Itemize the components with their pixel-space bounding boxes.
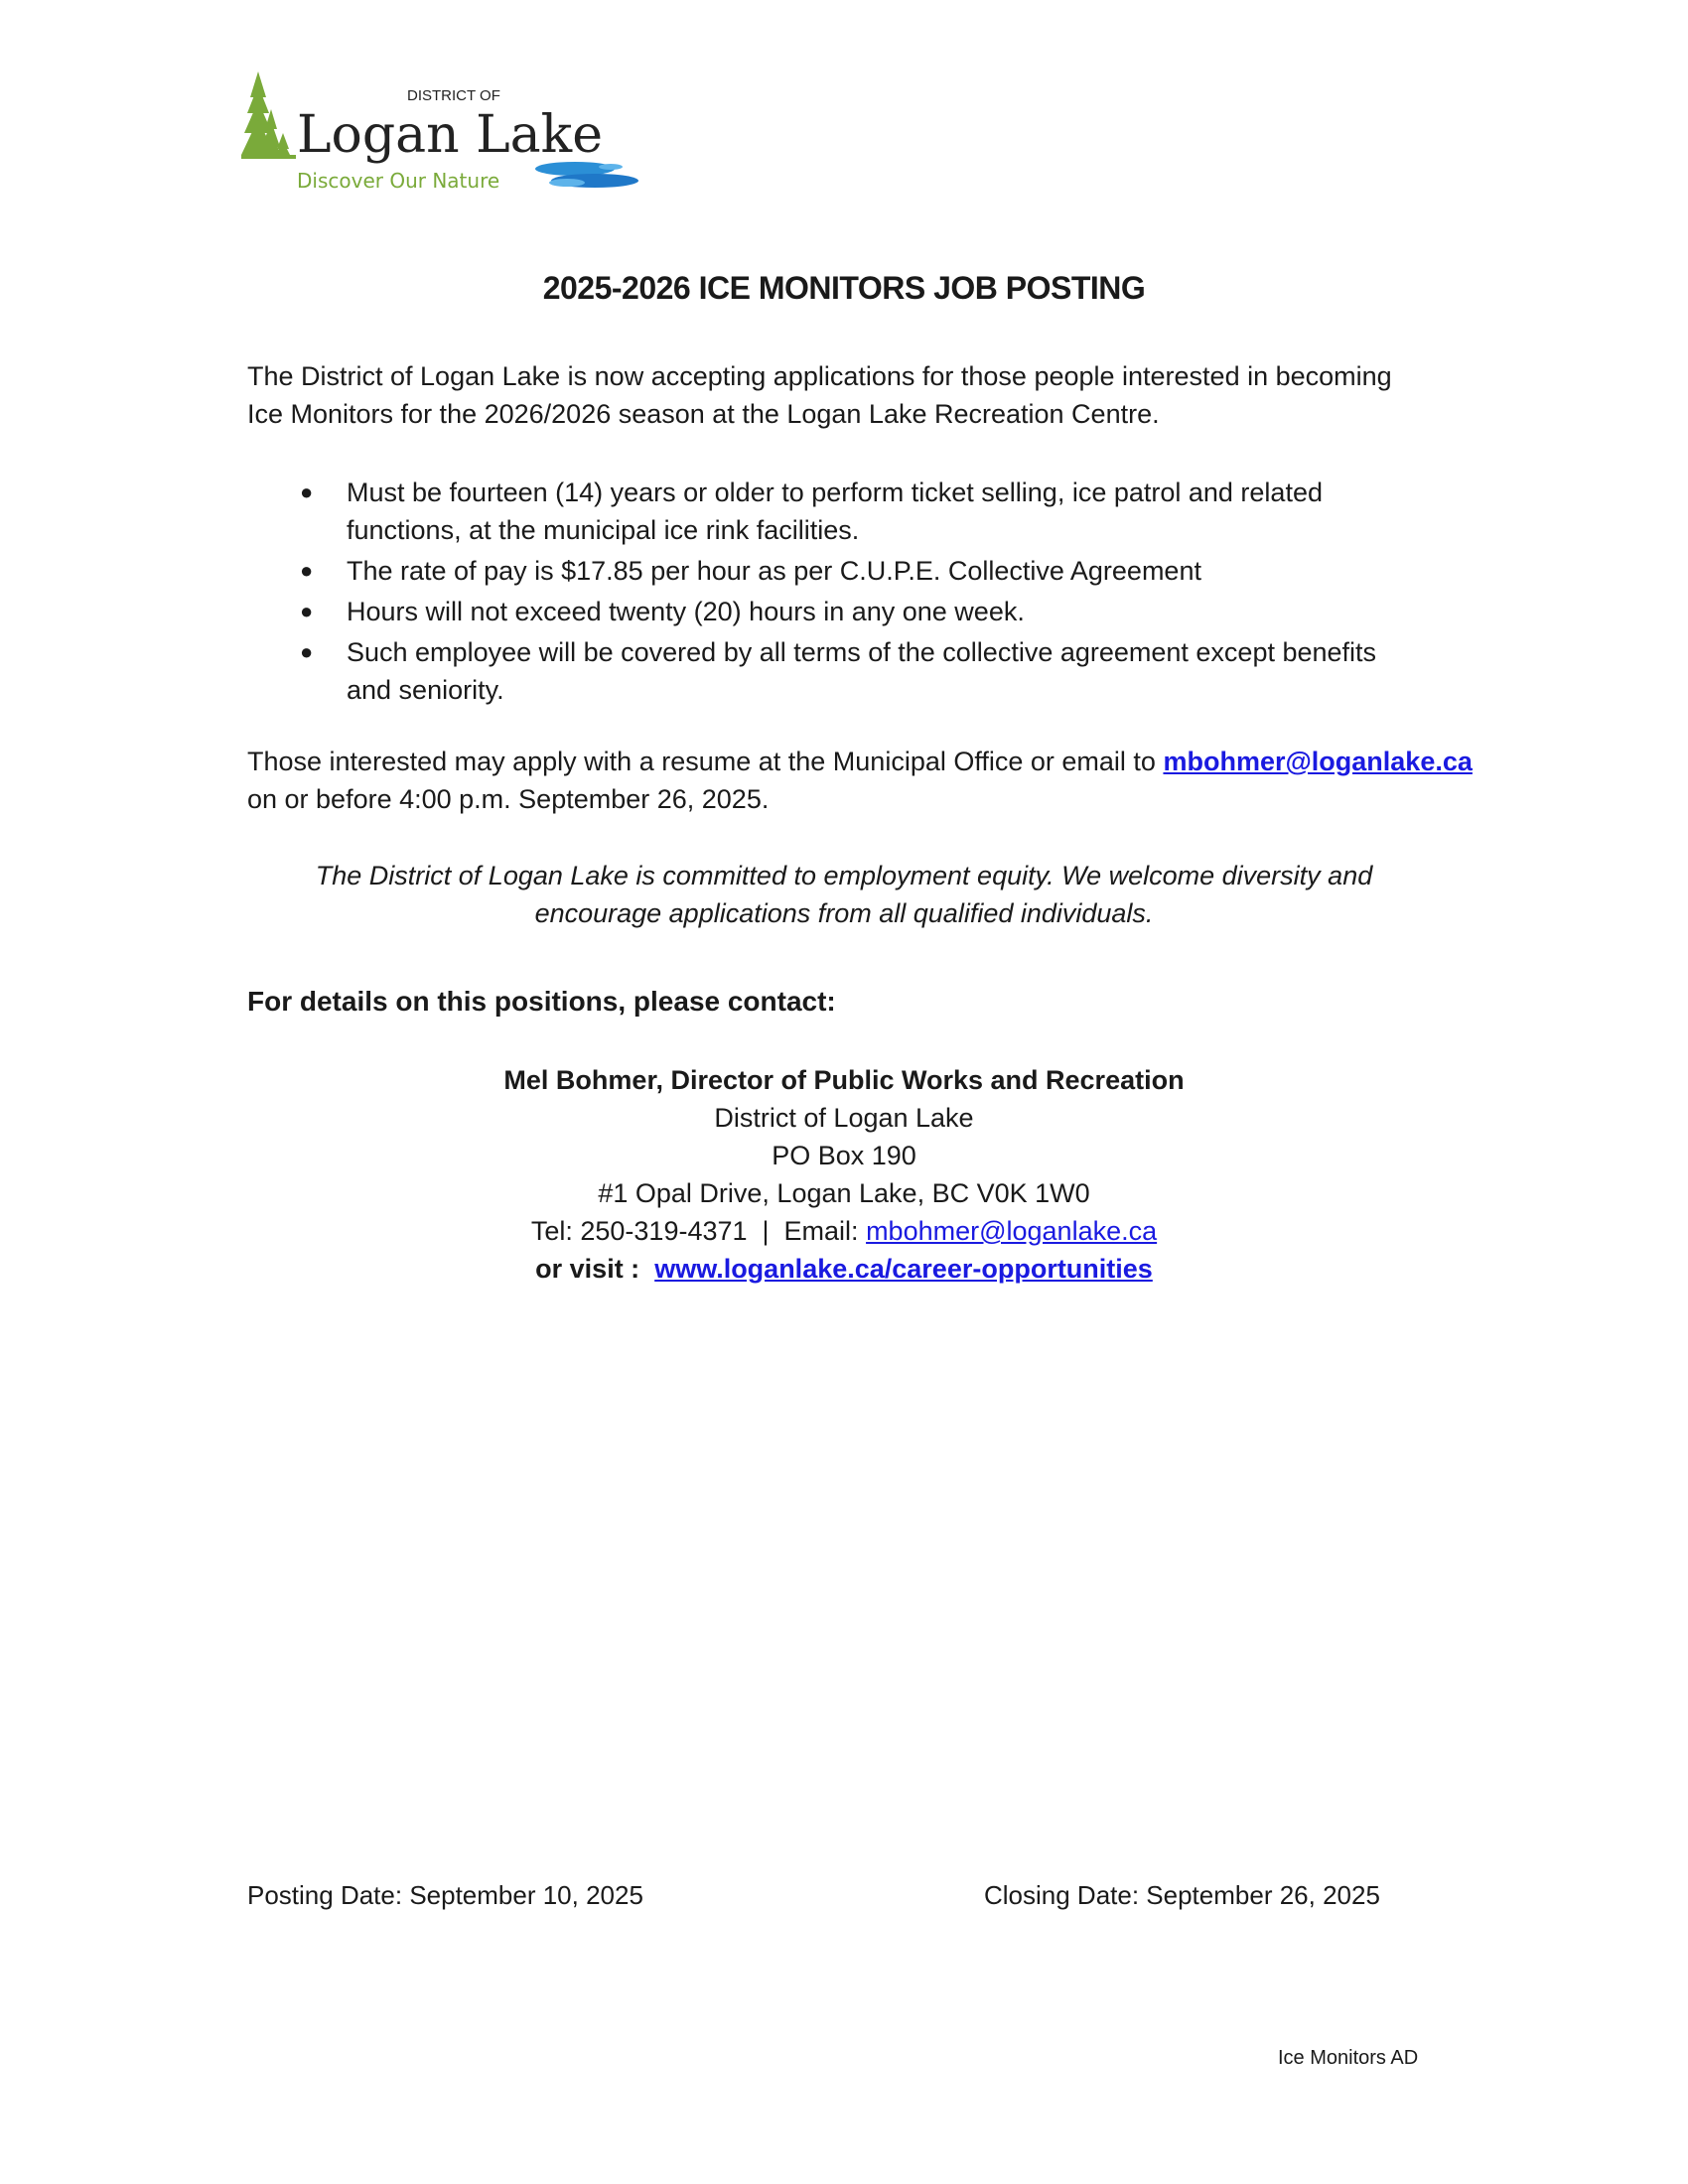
list-item-text: Such employee will be covered by all terms of the collective agreement except benefits [347, 637, 1377, 667]
posting-date: Posting Date: September 10, 2025 [247, 1880, 643, 1910]
contact-tel: Tel: 250-319-4371 | Email: [530, 1216, 867, 1246]
equity-statement [0, 857, 1688, 932]
contact-block [0, 1061, 1688, 1288]
contact-po-box: PO Box 190 [772, 1141, 916, 1170]
visit-label: or visit : [535, 1254, 655, 1284]
logo-name: Logan Lake [297, 105, 603, 165]
contact-org: District of Logan Lake [714, 1103, 974, 1133]
bullet-icon: ● [300, 479, 314, 504]
details-heading: For details on this positions, please contact: [247, 986, 836, 1017]
lake-icon [535, 162, 638, 188]
logo-tagline: Discover Our Nature [297, 169, 500, 193]
district-logo [241, 68, 638, 197]
list-item [247, 474, 1439, 549]
apply-text: Those interested may apply with a resume at the Municipal Office or email to [247, 747, 1156, 776]
apply-deadline: on or before 4:00 p.m. September 26, 2025. [247, 784, 770, 814]
apply-email-link[interactable]: mbohmer@loganlake.ca [1163, 747, 1473, 776]
closing-date: Closing Date: September 26, 2025 [984, 1880, 1380, 1910]
list-item-text: functions, at the municipal ice rink facilities. [347, 515, 860, 545]
list-item [247, 593, 1439, 630]
intro-line: Ice Monitors for the 2026/2026 season at the Logan Lake Recreation Centre. [247, 399, 1160, 429]
requirements-list [247, 474, 1439, 712]
page-title: 2025-2026 ICE MONITORS JOB POSTING [542, 270, 1146, 306]
list-item-text: and seniority. [347, 675, 504, 705]
contact-name: Mel Bohmer, Director of Public Works and Recreation [503, 1065, 1185, 1095]
contact-email-link[interactable]: mbohmer@loganlake.ca [866, 1216, 1158, 1246]
bullet-icon: ● [300, 558, 314, 583]
apply-paragraph [247, 743, 1478, 818]
bullet-icon: ● [300, 639, 314, 664]
equity-line: encourage applications from all qualified individuals. [534, 898, 1154, 928]
list-item [247, 633, 1439, 709]
intro-line: The District of Logan Lake is now accepting applications for those people interested in becoming [247, 361, 1392, 391]
logo-district-of: DISTRICT OF [407, 87, 500, 104]
footer-label: Ice Monitors AD [1278, 2047, 1419, 2069]
contact-address: #1 Opal Drive, Logan Lake, BC V0K 1W0 [598, 1178, 1090, 1208]
career-url-link[interactable]: www.loganlake.ca/career-opportunities [654, 1254, 1153, 1284]
tree-icon [241, 71, 296, 159]
equity-line: The District of Logan Lake is committed to employment equity. We welcome diversity and [315, 861, 1373, 890]
bullet-icon: ● [300, 599, 314, 623]
list-item-text: The rate of pay is $17.85 per hour as per C.U.P.E. Collective Agreement [347, 556, 1201, 586]
list-item [247, 552, 1439, 590]
list-item-text: Must be fourteen (14) years or older to perform ticket selling, ice patrol and related [347, 478, 1323, 507]
list-item-text: Hours will not exceed twenty (20) hours in any one week. [347, 597, 1025, 626]
intro-paragraph [247, 357, 1478, 433]
